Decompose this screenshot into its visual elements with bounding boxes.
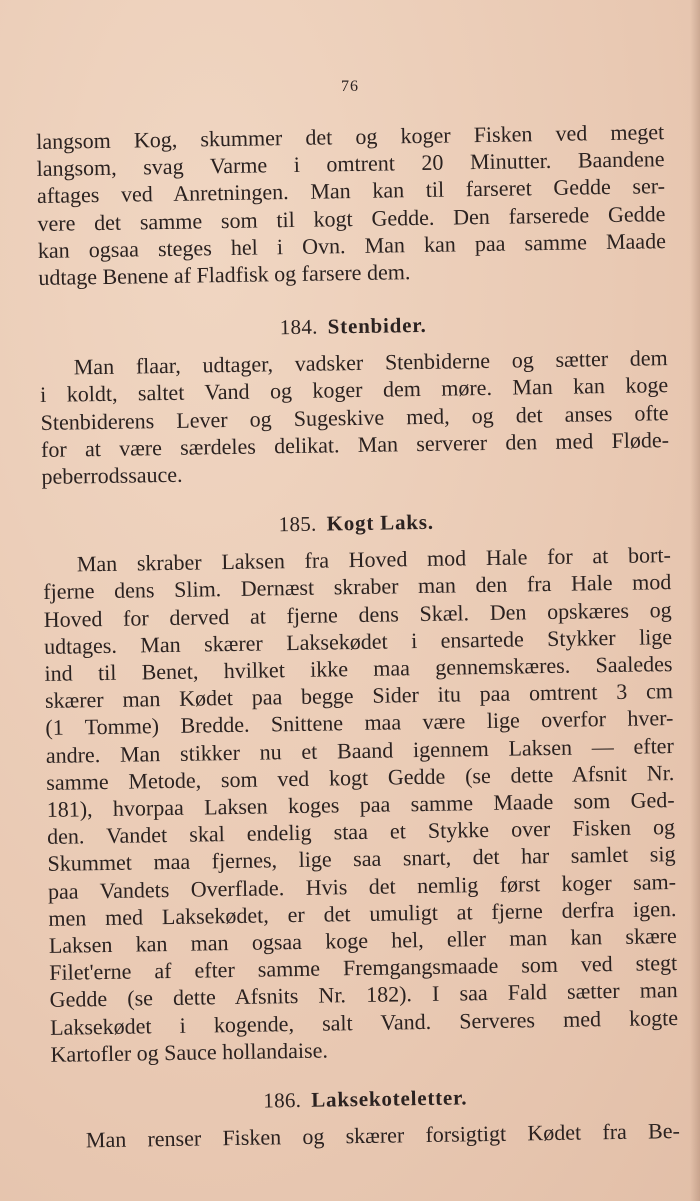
page-edge-shadow bbox=[690, 0, 700, 1201]
page-number: 76 bbox=[341, 78, 359, 95]
text-line: Laksen kan man ogsaa koge hel, eller man kan skære bbox=[48, 923, 677, 958]
section-heading-185 bbox=[42, 506, 670, 541]
text-line: den. Vandet skal endelig staa et Stykke over Fisken og bbox=[46, 814, 676, 850]
text-line: langsom, svag Varme i omtrent 20 Minutter. Baandene bbox=[36, 146, 665, 182]
text-line: for at være særdeles delikat. Man serverer den med Fløde- bbox=[40, 426, 670, 462]
text-line: Hoved for derved at fjerne dens Skæl. Den opskæres og bbox=[43, 596, 672, 632]
text-line: Man skraber Laksen fra Hoved mod Hale for at bort- bbox=[76, 542, 671, 577]
text-line: Laksekødet i kogende, salt Vand. Serveres med kogte bbox=[49, 1004, 679, 1040]
text-line: i koldt, saltet Vand og koger dem møre. Man kan koge bbox=[39, 372, 669, 408]
text-line: (1 Tomme) Bredde. Snittene maa være lige overfor hver- bbox=[45, 705, 674, 741]
text-line: skærer man Kødet paa begge Sider itu paa omtrent 3 cm bbox=[44, 678, 674, 714]
text-line: Skummet maa fjernes, lige saa snart, det har samlet sig bbox=[47, 841, 676, 877]
text-line: andre. Man stikker nu et Baand igennem Laksen — efter bbox=[45, 732, 674, 768]
text-line: paa Vandets Overflade. Hvis det nemlig først koger sam- bbox=[47, 868, 677, 904]
text-line: Gedde (se dette Afsnits Nr. 182). I saa Fald sætter man bbox=[49, 977, 678, 1013]
page-body bbox=[36, 118, 680, 1154]
text-line: udtage Benene af Fladfisk og farsere dem. bbox=[38, 259, 411, 290]
section-title: Laksekoteletter. bbox=[311, 1085, 468, 1112]
text-line: Stenbiderens Lever og Sugeskive med, og det anses ofte bbox=[40, 399, 669, 435]
text-line: 181), hvorpaa Laksen koges paa samme Maade som Ged- bbox=[46, 787, 675, 822]
text-line: Filet'erne af efter samme Fremgangsmaade som ved stegt bbox=[49, 950, 678, 986]
text-line: aftages ved Anretningen. Man kan til farseret Gedde ser- bbox=[36, 173, 666, 209]
section-number: 186. bbox=[263, 1088, 302, 1113]
text-line: kan ogsaa steges hel i Ovn. Man kan paa samme Maade bbox=[37, 227, 667, 263]
section-title: Kogt Laks. bbox=[326, 510, 434, 536]
text-line: samme Metode, som ved kogt Gedde (se dette Afsnit Nr. bbox=[46, 759, 675, 795]
text-line: peberrodssauce. bbox=[41, 461, 183, 489]
text-line: vere det samme som til kogt Gedde. Den farserede Gedde bbox=[37, 200, 666, 236]
text-line: fjerne dens Slim. Dernæst skraber man den fra Hale mod bbox=[43, 569, 672, 605]
section-number: 185. bbox=[278, 511, 317, 537]
text-line: Kartofler og Sauce hollandaise. bbox=[50, 1037, 329, 1067]
section-paragraph-186 bbox=[52, 1117, 680, 1154]
section-title: Stenbider. bbox=[327, 313, 427, 339]
text-line: Man flaar, udtager, vadsker Stenbiderne og sætter dem bbox=[73, 345, 668, 380]
intro-paragraph bbox=[36, 118, 666, 291]
section-number: 184. bbox=[279, 314, 318, 340]
text-line: langsom Kog, skummer det og koger Fisken ved meget bbox=[36, 119, 665, 154]
text-line: udtages. Man skærer Laksekødet i ensartede Stykker lige bbox=[43, 623, 673, 659]
section-heading-186 bbox=[51, 1082, 679, 1117]
section-heading-184 bbox=[39, 309, 667, 344]
text-line: men med Laksekødet, er det umuligt at fjerne derfra igen. bbox=[48, 895, 677, 931]
section-paragraph-185 bbox=[43, 541, 679, 1068]
text-line: ind til Benet, hvilket ikke maa gennemskæres. Saaledes bbox=[44, 651, 673, 686]
text-line: Man renser Fisken og skærer forsigtigt Kødet fra Be- bbox=[85, 1118, 681, 1153]
section-paragraph-184 bbox=[40, 344, 670, 490]
